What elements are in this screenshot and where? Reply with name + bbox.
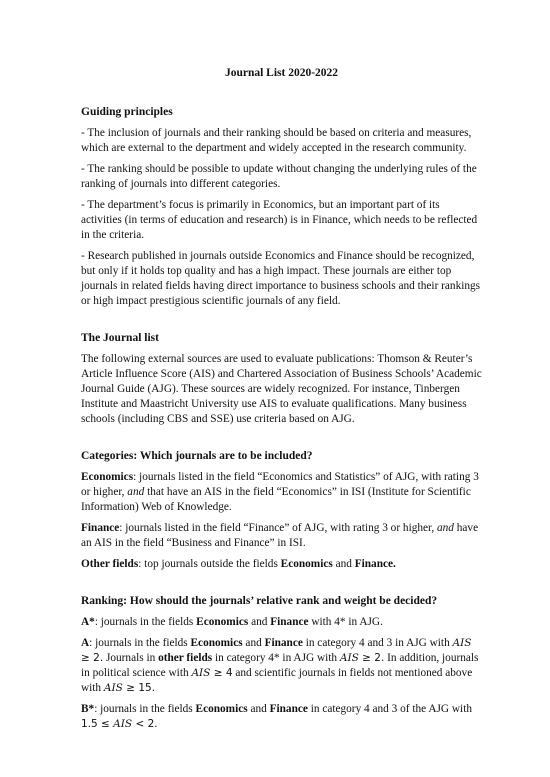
text: and	[248, 616, 271, 628]
paragraph: - Research published in journals outside Economics and Finance should be recognized, but only if it holds top quality and has a high impact. These journals are either top journals in related fields having direct importance to business schools and their rankings or high impact prestigious scientific journals of any field.	[81, 250, 481, 307]
text-emphasis: and	[436, 522, 454, 534]
term-economics: Economics	[81, 471, 134, 483]
math-variable: AIS	[191, 667, 211, 679]
text: : journals in the fields	[89, 637, 191, 649]
paragraph: The following external sources are used to evaluate publications: Thomson & Reuter’s Article Influence Score (AIS) and Chartered Association of Business Schools’ Academic Journal Guide (AJG). These sources are widely recognized. For instance, Tinbergen Institute and Maastricht University use AIS to evaluate qualifications. Many business schools (including CBS and SSE) use criteria based on AJG.	[81, 353, 482, 425]
math-text: ≥ 2.	[81, 652, 104, 664]
text: : journals listed in the field “Economics and Statistics” of AJG, with rating 3 or higher,	[81, 471, 479, 498]
text: in category 4* in AJG with	[212, 652, 340, 664]
math-expression	[340, 652, 384, 664]
section-guiding-principles	[81, 105, 482, 309]
term-economics: Economics	[280, 558, 333, 570]
text-emphasis: and	[127, 486, 145, 498]
term-finance: Finance	[264, 637, 303, 649]
math-text: ≥ 2.	[358, 652, 385, 664]
paragraph: - The department’s focus is primarily in Economics, but an important part of its activities (in terms of education and research) is in Finance, which needs to be reflected in the criteria.	[81, 199, 478, 241]
text: and	[242, 637, 265, 649]
text: in category 4 and 3 in AJG with	[302, 637, 453, 649]
term-other-fields: other fields	[158, 652, 213, 664]
section-journal-list	[81, 331, 482, 427]
section-categories	[81, 449, 482, 572]
paragraph: - The inclusion of journals and their ranking should be based on criteria and measures, which are external to the department and widely accepted in the research community.	[81, 127, 472, 154]
text: that have an AIS in the field “Economics” in ISI (Institute for Scientific Information) Web of Knowledge.	[81, 486, 471, 513]
math-variable: AIS	[103, 682, 123, 694]
document-title: Journal List 2020-2022	[224, 67, 339, 79]
term-finance: Finance	[270, 616, 309, 628]
math-variable: AIS	[339, 652, 359, 664]
paragraph-rank-b-star	[81, 702, 482, 732]
section-ranking	[81, 594, 482, 732]
text: Journals in	[103, 652, 159, 664]
text: In addition, journals in political science with	[81, 652, 479, 679]
text: and	[332, 558, 355, 570]
term-economics: Economics	[190, 637, 243, 649]
rank-label: A	[81, 637, 90, 649]
section-heading: Categories: Which journals are to be included?	[81, 450, 313, 462]
term-economics: Economics	[196, 616, 249, 628]
text: with 4* in AJG.	[308, 616, 383, 628]
term-finance: Finance	[81, 522, 120, 534]
text: and	[247, 703, 270, 715]
math-text: ≥ 4	[210, 667, 233, 679]
term-economics: Economics	[195, 703, 248, 715]
text: in category 4 and 3 of the AJG with	[307, 703, 472, 715]
math-text: < 2.	[132, 718, 158, 730]
math-expression	[191, 667, 232, 679]
term-finance: Finance.	[354, 558, 396, 570]
text: : journals in the fields	[94, 703, 196, 715]
math-expression	[81, 718, 158, 730]
text: : journals in the fields	[94, 616, 197, 628]
math-text: ≥ 15.	[122, 682, 156, 694]
term-other-fields: Other fields	[81, 558, 139, 570]
section-heading: Guiding principles	[81, 106, 173, 118]
paragraph-rank-a-star	[81, 615, 482, 630]
paragraph-finance	[81, 521, 482, 551]
paragraph-other-fields	[81, 557, 482, 572]
section-heading: The Journal list	[81, 332, 159, 344]
math-text: 1.5 ≤	[81, 718, 114, 730]
term-finance: Finance	[269, 703, 308, 715]
text: : journals listed in the field “Finance” of AJG, with rating 3 or higher,	[119, 522, 437, 534]
rank-label: B*	[81, 703, 95, 715]
paragraph: - The ranking should be possible to update without changing the underlying rules of the ranking of journals into different categories.	[81, 163, 477, 190]
text: have an AIS in the field “Business and Finance” in ISI.	[81, 522, 479, 549]
math-variable: AIS	[113, 718, 133, 730]
rank-label: A*	[81, 616, 95, 628]
math-variable: AIS	[452, 637, 472, 649]
text: : top journals outside the fields	[138, 558, 281, 570]
text: and scientific journals in fields not mentioned above with	[81, 667, 473, 694]
paragraph-rank-a	[81, 636, 482, 696]
math-expression	[104, 682, 155, 694]
paragraph-economics	[81, 470, 482, 515]
section-heading: Ranking: How should the journals’ relative rank and weight be decided?	[81, 595, 438, 607]
